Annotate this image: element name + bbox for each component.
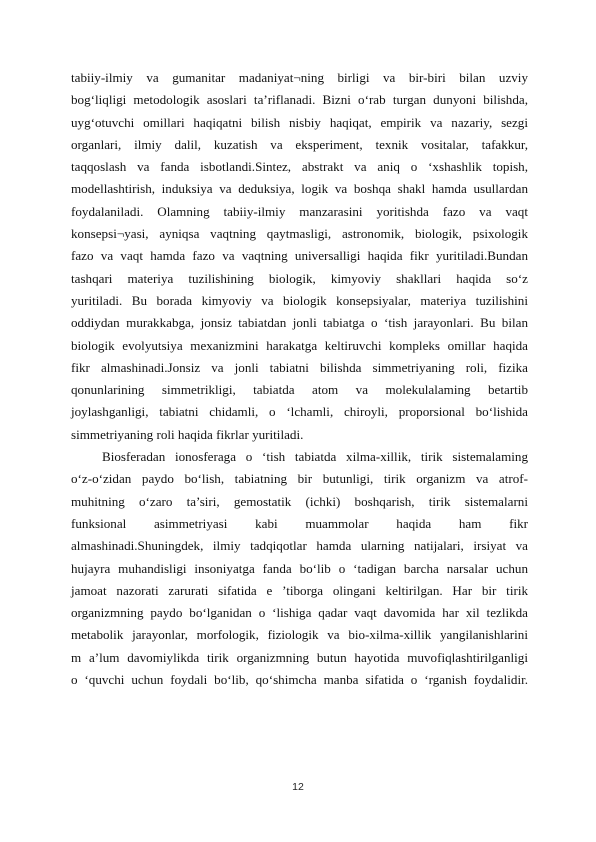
text-line: uyg‘otuvchi omillari haqiqatni bilish nisbiy haqiqat, empirik va nazariy, sezgi bbox=[71, 114, 528, 130]
text-line: tashqari materiya tuzilishining biologik, kimyoviy shakllari haqida so‘z bbox=[71, 270, 528, 286]
text-line: bog‘liqligi metodologik asoslari ta’riflanadi. Bizni o‘rab turgan dunyoni bilishda, bbox=[71, 92, 528, 108]
text-line: biologik evolyutsiya mexanizmini harakatga keltiruvchi kompleks omillar haqida bbox=[71, 337, 528, 353]
text-line: o ‘quvchi uchun foydali bo‘lib, qo‘shimcha manba sifatida o ‘rganish foydalidir. bbox=[71, 672, 528, 688]
text-line: muhitning o‘zaro ta’siri, gemostatik (ichki) boshqarish, tirik sistemalarni bbox=[71, 493, 528, 509]
text-line: joylashganligi, tabiatni chidamli, o ‘lchamli, chiroyli, proporsional bo‘lishida bbox=[71, 404, 528, 420]
text-line: organizmning paydo bo‘lganidan o ‘lishiga qadar vaqt davomida har xil tezlikda bbox=[71, 605, 528, 621]
paragraph-first-line: Biosferadan ionosferaga o ‘tish tabiatda xilma-xillik, tirik sistemalaming bbox=[102, 449, 528, 465]
text-line: organlari, ilmiy dalil, kuzatish va eksperiment, texnik vositalar, tafakkur, bbox=[71, 136, 528, 152]
text-line: m a’lum davomiylikda tirik organizmning butun hayotida muvofiqlashtirilganligi bbox=[71, 649, 528, 665]
text-line: funksional asimmetriyasi kabi muammolar haqida ham fikr bbox=[71, 515, 528, 531]
text-line: taqqoslash va fanda isbotlandi.Sintez, abstrakt va aniq o ‘xshashlik topish, bbox=[71, 159, 528, 175]
text-line: metabolik jarayonlar, morfologik, fiziologik va bio-xilma-xillik yangilanishlarini bbox=[71, 627, 528, 643]
text-line: foydalaniladi. Olamning tabiiy-ilmiy manzarasini yoritishda fazo va vaqt bbox=[71, 203, 528, 219]
text-line: o‘z-o‘zidan paydo bo‘lish, tabiatning bir butunligi, tirik organizm va atrof- bbox=[71, 471, 528, 487]
text-line: konsepsi¬yasi, ayniqsa vaqtning qaytmasligi, astronomik, biologik, psixologik bbox=[71, 226, 528, 242]
body-text bbox=[71, 67, 528, 691]
text-line: modellashtirish, induksiya va deduksiya, logik va boshqa shakl hamda usullardan bbox=[71, 181, 528, 197]
text-line: tabiiy-ilmiy va gumanitar madaniyat¬ning birligi va bir-biri bilan uzviy bbox=[71, 70, 528, 85]
text-line: qonunlarining simmetrikligi, tabiatda atom va molekulalaming betartib bbox=[71, 382, 528, 398]
text-line: simmetriyaning roli haqida fikrlar yuritiladi. bbox=[71, 426, 304, 442]
text-line: hujayra muhandisligi insoniyatga fanda bo‘lib o ‘tadigan barcha narsalar uchun bbox=[71, 560, 528, 576]
text-line: jamoat nazorati zarurati sifatida e ’tiborga olingani keltirilgan. Har bir tirik bbox=[71, 582, 528, 598]
page-number: 12 bbox=[292, 781, 304, 793]
text-line: yuritiladi. Bu borada kimyoviy va biologik konsepsiyalar, materiya tuzilishini bbox=[71, 292, 528, 308]
text-line: oddiydan murakkabga, jonsiz tabiatdan jonli tabiatga o ‘tish jarayonlari. Bu bilan bbox=[71, 315, 528, 331]
text-line: fikr almashinadi.Jonsiz va jonli tabiatni bilishda simmetriyaning roli, fizika bbox=[71, 359, 528, 375]
text-line: almashinadi.Shuningdek, ilmiy tadqiqotlar hamda ularning natijalari, irsiyat va bbox=[71, 538, 528, 554]
text-line: fazo va vaqt hamda fazo va vaqtning universalligi haqida fikr yuritiladi.Bundan bbox=[71, 248, 528, 264]
